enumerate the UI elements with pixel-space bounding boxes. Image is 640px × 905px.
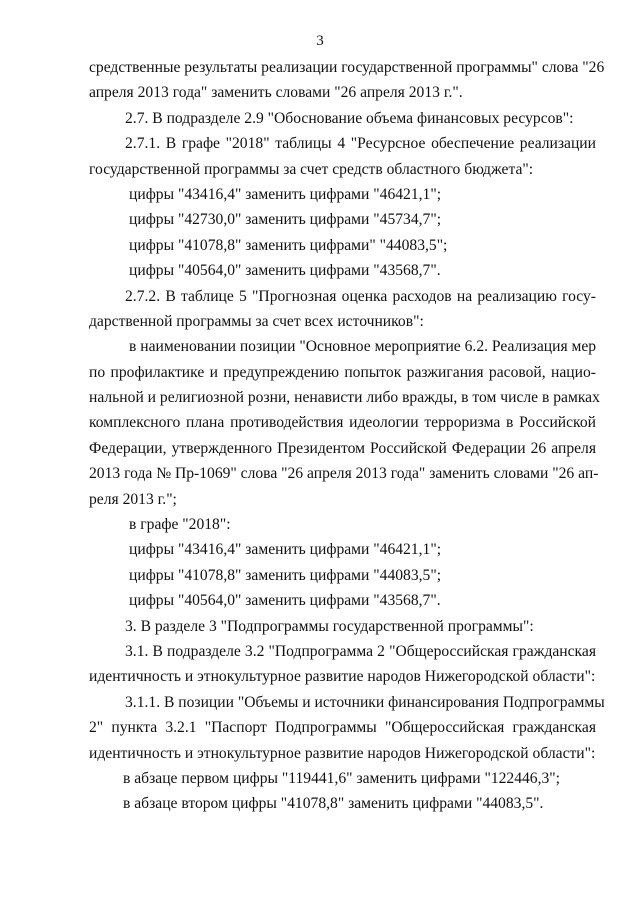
text-line: средственные результаты реализации государственной программы" слова "26 — [89, 59, 605, 76]
text-line: Федерации, утвержденного Президентом Российской Федерации 26 апреля — [89, 439, 596, 457]
text-line: 2" пункта 3.2.1 "Паспорт Подпрограммы "Общероссийская гражданская — [89, 719, 596, 737]
text-line: комплексного плана противодействия идеологии терроризма в Российской — [89, 414, 596, 432]
text-line: 2.7.1. В графе "2018" таблицы 4 "Ресурсное обеспечение реализации — [125, 135, 596, 153]
text-line: дарственной программы за счет всех источников": — [89, 312, 424, 330]
text-line: апреля 2013 года" заменить словами "26 апреля 2013 г.". — [89, 84, 463, 102]
text-line: в наименовании позиции "Основное мероприятие 6.2. Реализация мер — [129, 338, 597, 356]
text-line: по профилактике и предупреждению попыток разжигания расовой, нацио- — [89, 363, 596, 381]
document-body — [89, 55, 605, 817]
replacement-line: цифры "40564,0" заменить цифрами "43568,7". — [129, 262, 441, 280]
replacement-line: цифры "43416,4" заменить цифрами "46421,1"; — [129, 541, 442, 559]
text-line: идентичность и этнокультурное развитие народов Нижегородской области": — [89, 668, 596, 686]
replacement-line: цифры "42730,0" заменить цифрами "45734,7"; — [129, 211, 442, 229]
text-line: 3.1. В подразделе 3.2 "Подпрограмма 2 "Общероссийская гражданская — [125, 642, 596, 660]
page-number: 3 — [316, 33, 324, 49]
text-line: 2013 года № Пр-1069" слова "26 апреля 2013 года" заменить словами "26 ап- — [89, 465, 599, 483]
replacement-line: в абзаце втором цифры "41078,8" заменить цифрами "44083,5". — [123, 795, 544, 813]
replacement-line: цифры "41078,8" заменить цифрами "44083,5"; — [129, 566, 442, 584]
replacement-line: цифры "43416,4" заменить цифрами "46421,1"; — [129, 185, 442, 203]
text-line: идентичность и этнокультурное развитие народов Нижегородской области": — [89, 744, 596, 762]
text-line: в графе "2018": — [129, 516, 231, 534]
replacement-line: в абзаце первом цифры "119441,6" заменить цифрами "122446,3"; — [123, 769, 560, 787]
section-heading: 3. В разделе 3 "Подпрограммы государственной программы": — [125, 617, 534, 635]
text-line: 3.1.1. В позиции "Объемы и источники финансирования Подпрограммы — [125, 693, 605, 711]
replacement-line: цифры "40564,0" заменить цифрами "43568,7". — [129, 592, 441, 610]
text-line: государственной программы за счет средств областного бюджета": — [89, 160, 534, 178]
replacement-line: цифры "41078,8" заменить цифрами" "44083,5"; — [129, 236, 448, 254]
section-heading: 2.7. В подразделе 2.9 "Обоснование объема финансовых ресурсов": — [125, 109, 574, 127]
text-line: нальной и религиозной розни, ненависти либо вражды, в том числе в рамках — [89, 389, 600, 407]
text-line: реля 2013 г."; — [89, 490, 177, 508]
text-line: 2.7.2. В таблице 5 "Прогнозная оценка расходов на реализацию госу- — [125, 287, 596, 305]
